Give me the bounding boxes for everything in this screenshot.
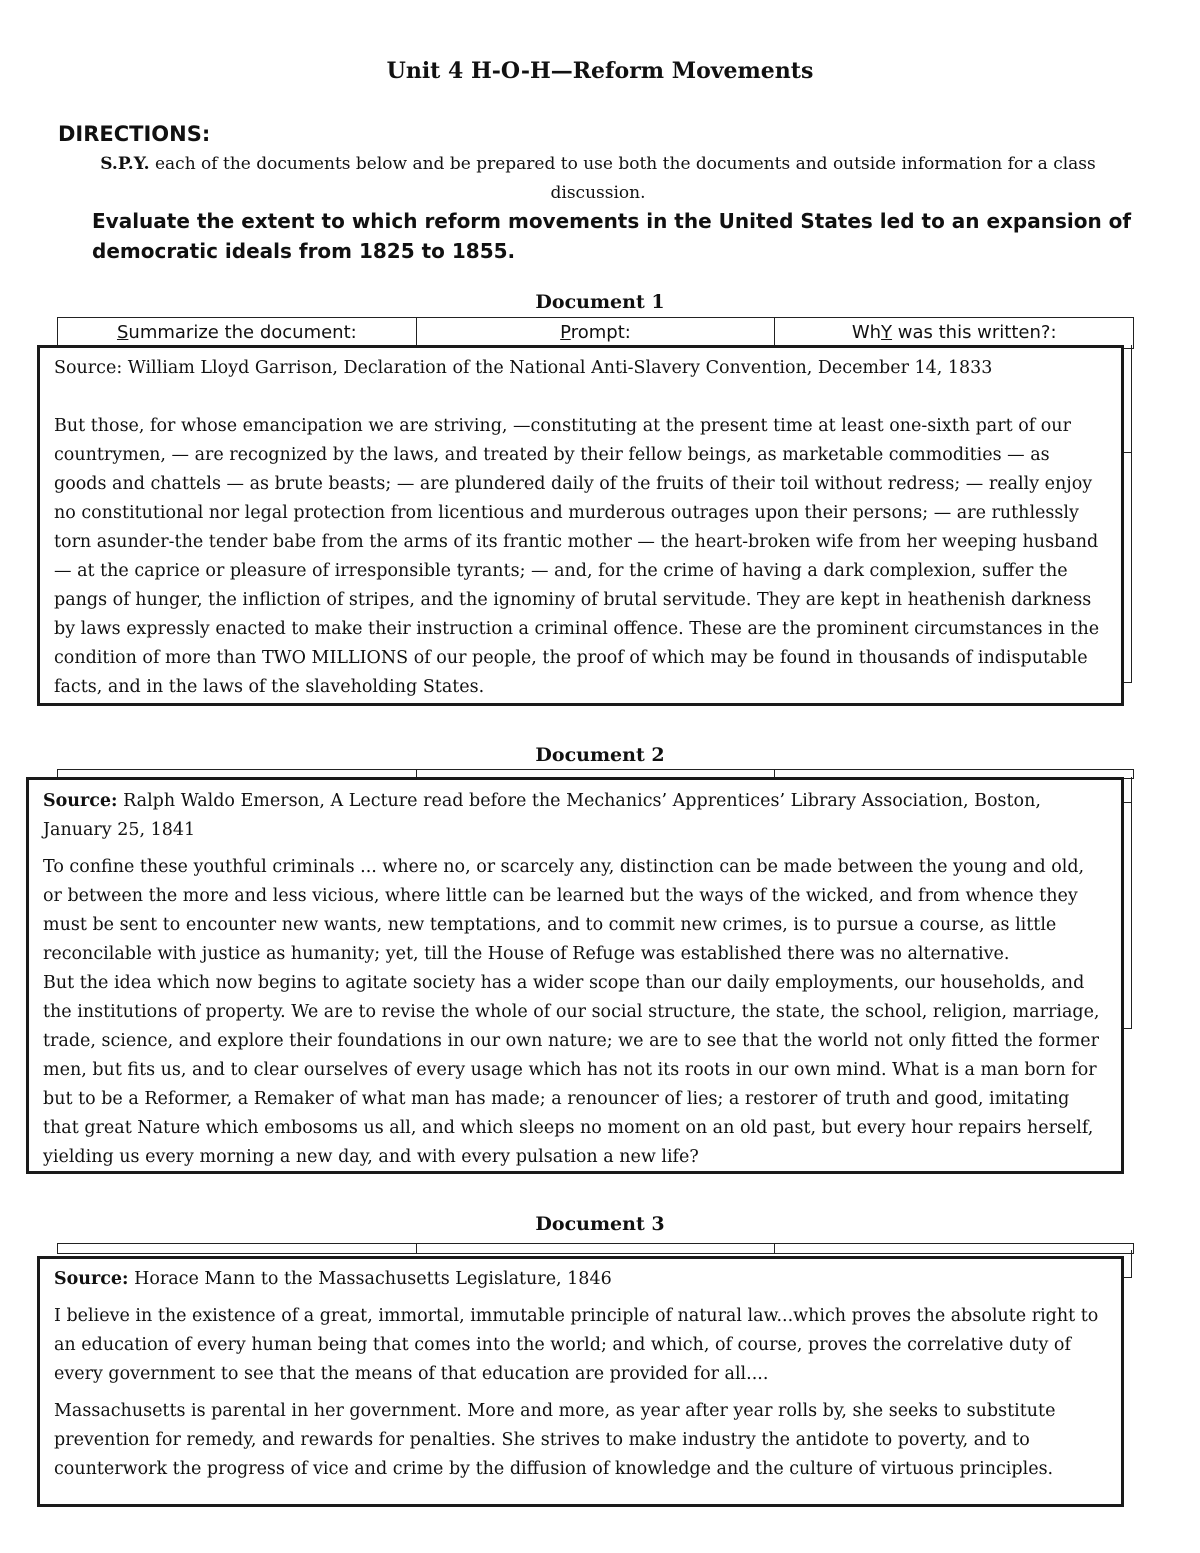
directions-heading: DIRECTIONS:	[58, 122, 211, 146]
table-1-tick	[1123, 682, 1131, 683]
table-1-edge	[1131, 345, 1132, 683]
prompt-header: Prompt:	[417, 318, 776, 348]
document-1-paragraph: But those, for whose emancipation we are striving, —constituting at the present time at least one-sixth part of our countrymen, — are recognized by the laws, and treated by their fellow beings, as marketable commodities — as goods and chattels — as brute beasts; — are plundered daily of the fruits of their toil without redress; — really enjoy no constitutional nor legal protection from licentious and murderous outrages upon their persons; — are ruthlessly torn asunder-the tender babe from the arms of its frantic mother — the heart-broken wife from her weeping husband — at the caprice or pleasure of irresponsible tyrants; — and, for the crime of having a dark complexion, suffer the pangs of hunger, the infliction of stripes, and the ignominy of brutal servitude. They are kept in heathenish darkness by laws expressly enacted to make their instruction a criminal offence. These are the prominent circumstances in the condition of more than TWO MILLIONS of our people, the proof of which may be found in thousands of indisputable facts, and in the laws of the slaveholding States.	[54, 416, 1100, 697]
document-1-source-box	[37, 345, 1124, 706]
table-1-tick	[1123, 452, 1131, 453]
document-1-source: Source: William Lloyd Garrison, Declaration of the National Anti-Slavery Convention, December 14, 1833	[54, 358, 993, 378]
document-2-source: Source: Ralph Waldo Emerson, A Lecture read before the Mechanics’ Apprentices’ Library Association, Boston, January 25, 1841	[43, 791, 1041, 840]
source-label: Source:	[43, 791, 118, 811]
why-header: WhY was this written?:	[851, 322, 1057, 343]
instruction-text: each of the documents below and be prepared to use both the documents and outside information for a class discussion.	[149, 154, 1096, 203]
table-3-tick	[1123, 1277, 1131, 1278]
document-3-title: Document 3	[535, 1213, 665, 1235]
table-2-tick	[1123, 1028, 1131, 1029]
document-1-title: Document 1	[535, 291, 665, 313]
document-2-source-box	[26, 777, 1124, 1174]
directions-instruction	[58, 150, 1138, 208]
source-label: Source:	[54, 1269, 129, 1289]
summarize-header: Summarize the document:	[58, 318, 417, 348]
spy-table-3	[57, 1243, 1134, 1254]
document-3-source-box	[37, 1256, 1124, 1507]
document-2-title: Document 2	[535, 744, 665, 766]
document-2-paragraph: But the idea which now begins to agitate society has a wider scope than our daily employments, our households, and the institutions of property. We are to revise the whole of our social structure, the state, the school, religion, marriage, trade, science, and explore their foundations in our own nature; we are to see that the world not only fitted the former men, but fits us, and to clear ourselves of every usage which has not its roots in our own mind. What is a man born for but to be a Reformer, a Remaker of what man has made; a renouncer of lies; a restorer of truth and good, imitating that great Nature which embosoms us all, and which sleeps no moment on an old past, but every hour repairs herself, yielding us every morning a new day, and with every pulsation a new life?	[43, 973, 1100, 1167]
document-2-paragraph: To confine these youthful criminals ... where no, or scarcely any, distinction can be made between the young and old, or between the more and less vicious, where little can be learned but the ways of the wicked, and from whence they must be sent to encounter new wants, new temptations, and to commit new crimes, is to pursue a course, as little reconcilable with justice as humanity; yet, till the House of Refuge was established there was no alternative.	[43, 857, 1085, 964]
essay-prompt: Evaluate the extent to which reform movements in the United States led to an expansion of democratic ideals from 1825 to 1855.	[92, 209, 1132, 263]
spy-label: S.P.Y.	[100, 154, 150, 174]
table-3-edge	[1131, 1250, 1132, 1278]
table-2-tick	[1123, 802, 1131, 803]
document-3-source: Source: Horace Mann to the Massachusetts Legislature, 1846	[54, 1269, 612, 1289]
table-2-edge	[1131, 777, 1132, 1029]
page-title: Unit 4 H-O-H—Reform Movements	[386, 58, 814, 84]
document-3-paragraph: I believe in the existence of a great, immortal, immutable principle of natural law...which proves the absolute right to an education of every human being that comes into the world; and which, of course, proves the correlative duty of every government to see that the means of that education are provided for all....	[54, 1306, 1099, 1384]
document-3-paragraph: Massachusetts is parental in her government. More and more, as year after year rolls by, she seeks to substitute prevention for remedy, and rewards for penalties. She strives to make industry the antidote to poverty, and to counterwork the progress of vice and crime by the diffusion of knowledge and the culture of virtuous principles.	[54, 1401, 1056, 1479]
